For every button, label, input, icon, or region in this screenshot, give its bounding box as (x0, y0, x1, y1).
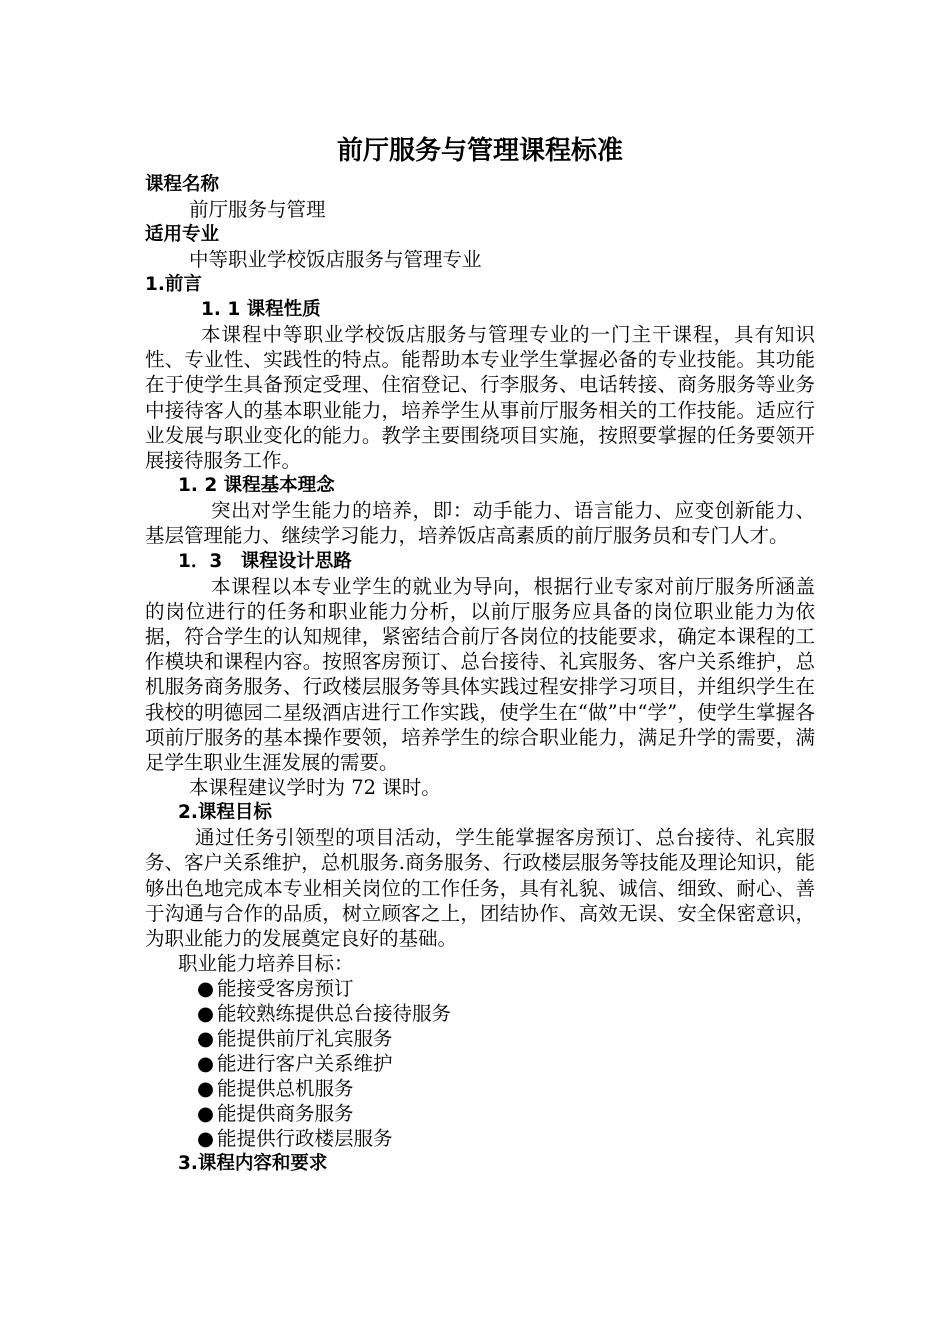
section-1-heading: 1.前言 (145, 274, 202, 295)
list-item: ● 能提供总机服务 (197, 1077, 354, 1101)
section-1-1-text: 本课程中等职业学校饭店服务与管理专业的一门主干课程，具有知识性、专业性、实践性的特点。能帮助本专业学生掌握必备的专业技能。其功能在于使学生具备预定受理、住宿登记、行李服务、电话转接、商务服务等业务中接待客人的基本职业能力，培养学生从事前厅服务相关的工作技能。适应行业发展与职业变化的能力。教学主要围绕项目实施，按照要掌握的任务要领开展接待服务工作。 (145, 323, 815, 473)
list-item: ● 能较熟练提供总台接待服务 (197, 1002, 452, 1026)
major-label: 适用专业 (145, 224, 220, 245)
goals-label: 职业能力培养目标： (178, 952, 354, 976)
bullet-icon: ● (197, 1102, 215, 1126)
document-title: 前厅服务与管理课程标准 (336, 136, 623, 166)
list-item: ● 能接受客房预订 (197, 977, 354, 1001)
list-item: ● 能提供前厅礼宾服务 (197, 1027, 393, 1051)
section-1-2-heading: 1. 2 课程基本理念 (178, 475, 335, 497)
bullet-icon: ● (197, 1127, 215, 1151)
section-1-3-hours: 本课程建议学时为 72 课时。 (189, 776, 441, 800)
course-name-label: 课程名称 (145, 174, 220, 195)
goals-list (145, 976, 815, 1151)
list-item: ● 能提供行政楼层服务 (197, 1127, 393, 1151)
bullet-icon: ● (197, 1052, 215, 1076)
document-page (145, 130, 815, 1176)
section-3-heading: 3.课程内容和要求 (178, 1153, 328, 1175)
course-name: 前厅服务与管理 (189, 198, 326, 221)
section-1-1-heading: 1. 1 课程性质 (201, 299, 321, 320)
section-1-2-text: 突出对学生能力的培养，即：动手能力、语言能力、应变创新能力、基层管理能力、继续学习能力，培养饭店高素质的前厅服务员和专门人才。 (145, 499, 815, 548)
section-1-3-heading: 1．3 课程设计思路 (178, 550, 352, 572)
section-2-heading: 2.课程目标 (178, 802, 272, 824)
bullet-icon: ● (197, 977, 215, 1001)
major: 中等职业学校饭店服务与管理专业 (189, 248, 482, 271)
bullet-icon: ● (197, 1077, 215, 1101)
list-item: ● 能提供商务服务 (197, 1102, 354, 1126)
section-1-3-text: 本课程以本专业学生的就业为导向，根据行业专家对前厅服务所涵盖的岗位进行的任务和职业能力分析，以前厅服务应具备的岗位职业能力为依据，符合学生的认知规律，紧密结合前厅各岗位的技能要求，确定本课程的工作模块和课程内容。按照客房预订、总台接待、礼宾服务、客户关系维护，总机服务商务服务、行政楼层服务等具体实践过程安排学习项目，并组织学生在我校的明德园二星级酒店进行工作实践，使学生在“做”中“学”，使学生掌握各项前厅服务的基本操作要领，培养学生的综合职业能力，满足升学的需要，满足学生职业生涯发展的需要。 (145, 574, 815, 775)
section-2-text: 通过任务引领型的项目活动，学生能掌握客房预订、总台接待、礼宾服务、客户关系维护，总机服务.商务服务、行政楼层服务等技能及理论知识，能够出色地完成本专业相关岗位的工作任务，具有礼貌、诚信、细致、耐心、善于沟通与合作的品质，树立顾客之上，团结协作、高效无误、安全保密意识，为职业能力的发展奠定良好的基础。 (145, 826, 815, 951)
bullet-icon: ● (197, 1027, 215, 1051)
bullet-icon: ● (197, 1002, 215, 1026)
list-item: ● 能进行客户关系维护 (197, 1052, 393, 1076)
